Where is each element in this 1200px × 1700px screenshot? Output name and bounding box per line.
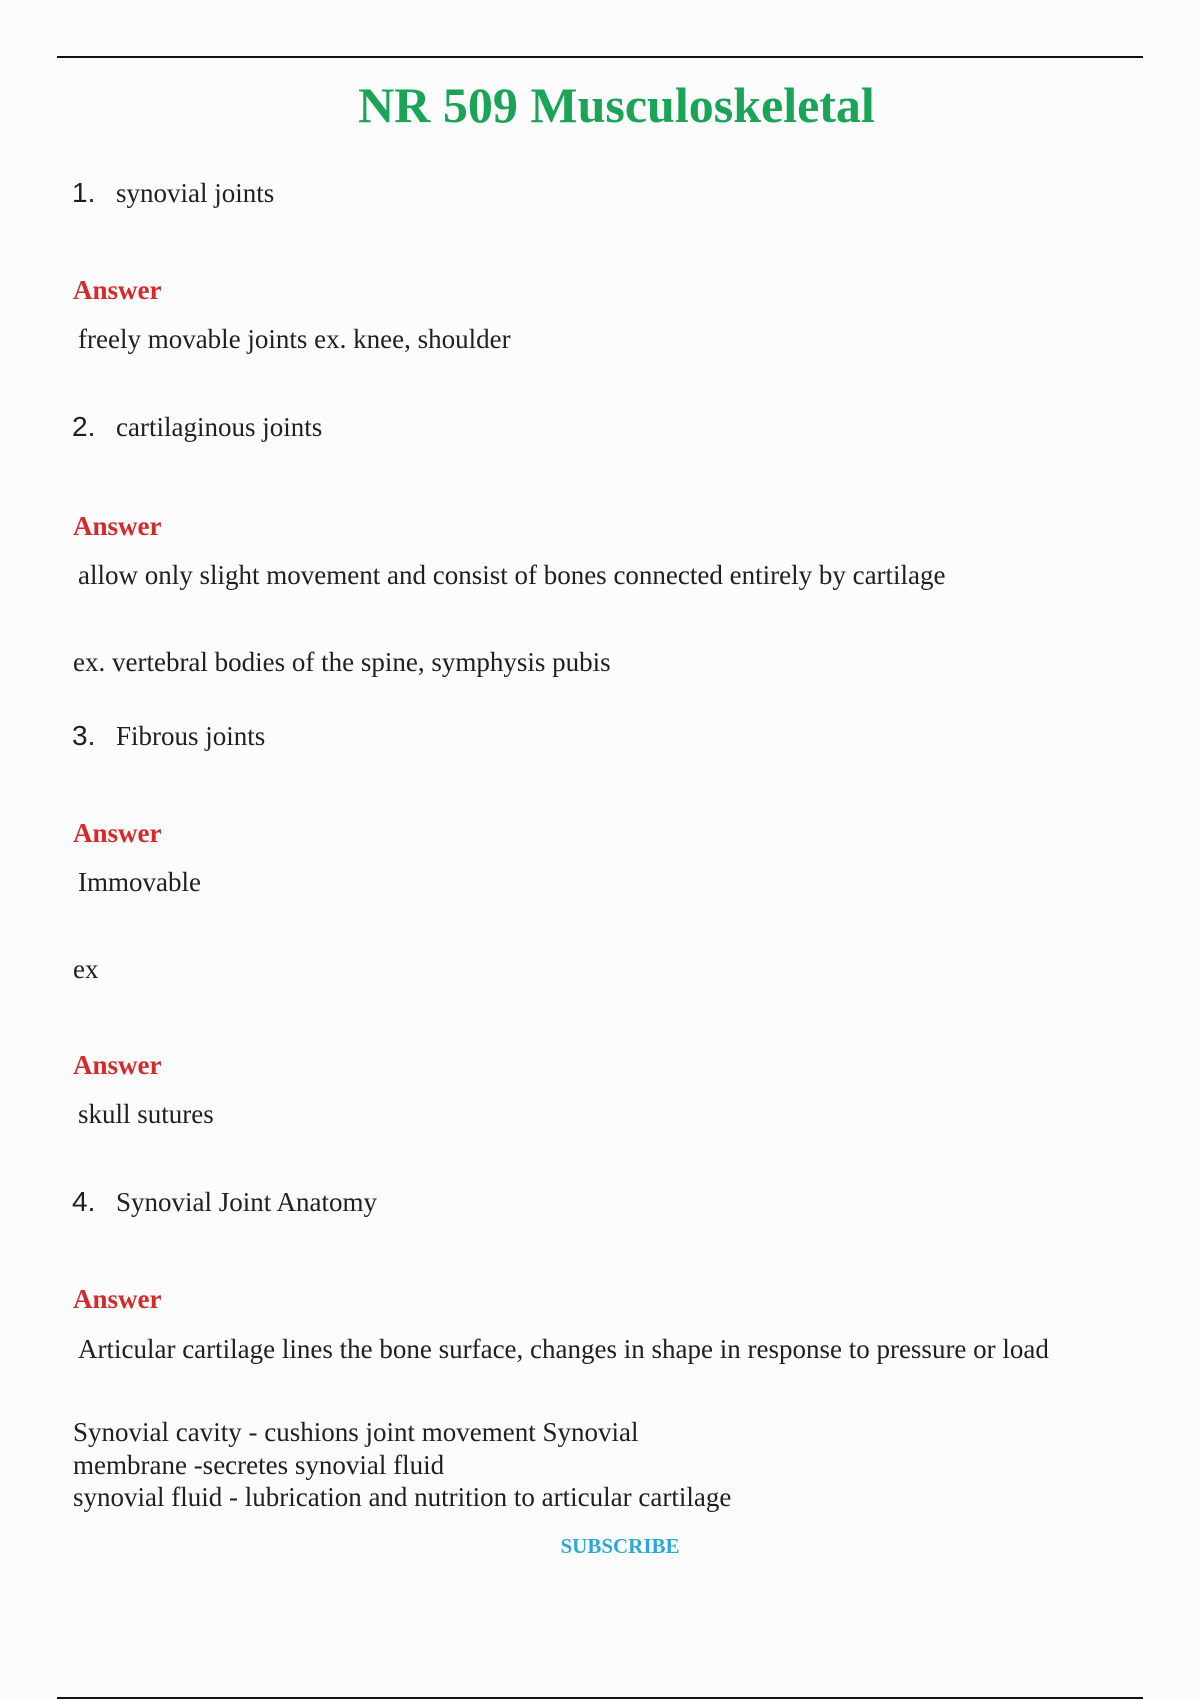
- question-text: cartilaginous joints: [116, 412, 323, 442]
- detail-line: membrane -secretes synovial fluid: [73, 1449, 445, 1480]
- document-title: NR 509 Musculoskeletal: [358, 77, 875, 133]
- answer-label: Answer: [73, 1284, 162, 1314]
- answer-label: Answer: [73, 1050, 162, 1080]
- question-3: [72, 719, 265, 753]
- question-number: 4.: [72, 1186, 96, 1217]
- question-text: Synovial Joint Anatomy: [116, 1187, 378, 1217]
- answer-label: Answer: [73, 511, 162, 541]
- answer-label: Answer: [73, 275, 162, 305]
- answer-text-1: freely movable joints ex. knee, shoulder: [78, 324, 511, 354]
- question-number: 1.: [72, 177, 96, 208]
- question-2: [72, 410, 322, 444]
- answer-note-3: ex: [73, 954, 99, 984]
- answer-label: Answer: [73, 818, 162, 848]
- top-rule: [57, 56, 1143, 58]
- subscribe-link[interactable]: SUBSCRIBE: [560, 1534, 680, 1558]
- detail-line: Synovial cavity - cushions joint movement Synovial: [73, 1417, 639, 1447]
- answer-details-4: [73, 1416, 731, 1514]
- bottom-rule: [57, 1697, 1143, 1699]
- answer-text-3: Immovable: [78, 867, 201, 897]
- answer-note-2: ex. vertebral bodies of the spine, symphysis pubis: [73, 647, 611, 677]
- question-text: Fibrous joints: [116, 721, 266, 751]
- question-4: [72, 1185, 377, 1219]
- question-1: [72, 176, 274, 210]
- answer-text-2: allow only slight movement and consist of bones connected entirely by cartilage: [78, 560, 946, 590]
- detail-line: synovial fluid - lubrication and nutrition to articular cartilage: [73, 1482, 732, 1512]
- question-text: synovial joints: [116, 178, 275, 208]
- question-number: 2.: [72, 411, 96, 442]
- question-number: 3.: [72, 720, 96, 751]
- answer-followup-3: skull sutures: [78, 1099, 214, 1129]
- answer-text-4: Articular cartilage lines the bone surface, changes in shape in response to pressure or load: [78, 1334, 1049, 1364]
